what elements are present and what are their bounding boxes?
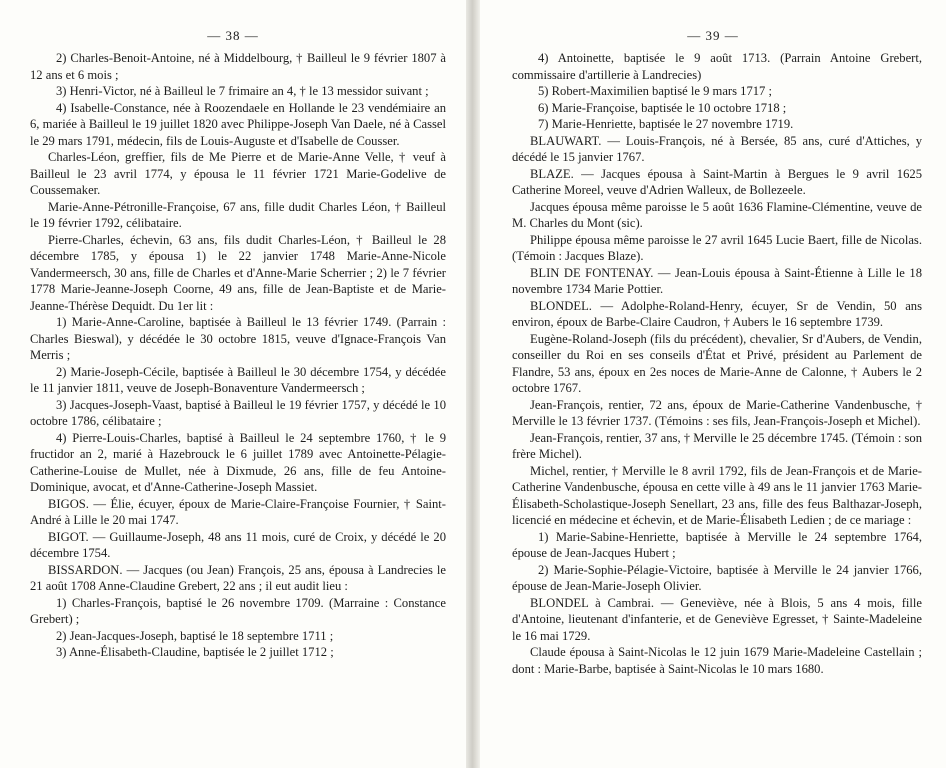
paragraph: 4) Isabelle-Constance, née à Roozendaele en Hollande le 23 vendémiaire an 6, mariée à Bailleul le 19 juillet 1820 avec Philippe-Joseph Van Daele, né à Cassel le 29 mars 1791, médecin, fils de Louis-Auguste et d'Isabelle de Cousser. — [30, 100, 446, 148]
paragraph: 2) Jean-Jacques-Joseph, baptisé le 18 septembre 1711 ; — [56, 628, 334, 643]
book-gutter — [466, 0, 480, 768]
paragraph: Eugène-Roland-Joseph (fils du précédent), chevalier, Sr d'Aubers, de Vendin, conseiller du Roi en ses conseils d'État et Privé, président au Parlement de Flandre, 53 ans, époux en 2es noces de Marie-Anne de Calonne, † Aubers le 2 octobre 1767. — [512, 331, 922, 395]
paragraph: 2) Marie-Joseph-Cécile, baptisée à Bailleul le 30 décembre 1754, y décédée le 11 janvier 1811, veuve de Joseph-Bonaventure Vandermeersch ; — [30, 364, 446, 395]
paragraph: 1) Marie-Anne-Caroline, baptisée à Bailleul le 13 février 1749. (Parrain : Charles Bieswal), y décédée le 30 octobre 1815, veuve d'Ignace-François Van Merris ; — [30, 315, 446, 362]
paragraph: Claude épousa à Saint-Nicolas le 12 juin 1679 Marie-Madeleine Castellain ; dont : Marie-Barbe, baptisée à Saint-Nicolas le 10 mars 1680. — [512, 645, 922, 676]
paragraph: BLAZE. — Jacques épousa à Saint-Martin à Bergues le 9 avril 1625 Catherine Moreel, veuve d'Adrien Walleux, de Bollezeele. — [512, 166, 922, 197]
paragraph: BLAUWART. — Louis-François, né à Bersée, 85 ans, curé d'Attiches, y décédé le 15 janvier 1767. — [512, 133, 922, 164]
paragraph: BLONDEL. — Adolphe-Roland-Henry, écuyer, Sr de Vendin, 50 ans environ, époux de Barbe-Claire Caudron, † Aubers le 16 septembre 1739. — [512, 298, 922, 329]
paragraph: 6) Marie-Françoise, baptisée le 10 octobre 1718 ; — [538, 100, 787, 115]
paragraph: BIGOS. — Élie, écuyer, époux de Marie-Claire-Françoise Fournier, † Saint-André à Lille le 20 mai 1747. — [30, 496, 446, 527]
paragraph: 3) Jacques-Joseph-Vaast, baptisé à Bailleul le 19 février 1757, y décédé le 10 octobre 1786, célibataire ; — [30, 397, 446, 428]
paragraph: Pierre-Charles, échevin, 63 ans, fils dudit Charles-Léon, † Bailleul le 28 décembre 1785, y épousa 1) le 22 janvier 1748 Marie-Anne-Nicole Vandermeersch, 30 ans, fille de Charles et d'Anne-Marie Scherrier ; 2) le 7 février 1778 Marie-Jeanne-Joseph Coorne, 49 ans, fille de Jean-Baptiste et de Marie-Jeanne-Thérèse Dequidt. Du 1er lit : — [30, 232, 446, 313]
paragraph: Jean-François, rentier, 37 ans, † Merville le 25 décembre 1745. (Témoin : son frère Michel). — [512, 430, 922, 461]
page-number: — 38 — — [207, 28, 259, 43]
paragraph: 7) Marie-Henriette, baptisée le 27 novembre 1719. — [538, 117, 794, 131]
paragraph: Charles-Léon, greffier, fils de Me Pierre et de Marie-Anne Velle, † veuf à Bailleul le 23 avril 1774, y épousa le 11 février 1721 Marie-Godelive de Coussemaker. — [30, 150, 446, 197]
paragraph: 1) Charles-François, baptisé le 26 novembre 1709. (Marraine : Constance Grebert) ; — [30, 595, 446, 626]
paragraph: Jacques épousa même paroisse le 5 août 1636 Flamine-Clémentine, veuve de M. Charles du Mont (sic). — [512, 199, 922, 230]
left-page — [0, 0, 466, 768]
paragraph: Michel, rentier, † Merville le 8 avril 1792, fils de Jean-François et de Marie-Catherine Vandenbusche, épousa en cette ville à 49 ans le 11 janvier 1763 Marie-Élisabeth-Scholastique-Joseph Senellart, 23 ans, fille des feus Balthazar-Joseph, licencié en médecine et échevin, et de Marie-Élisabeth Ledien ; de ce mariage : — [512, 463, 922, 527]
page-text — [0, 50, 466, 661]
right-page — [480, 0, 946, 768]
paragraph: 1) Marie-Sabine-Henriette, baptisée à Merville le 24 septembre 1764, épouse de Jean-Jacques Hubert ; — [512, 529, 922, 560]
paragraph: 4) Pierre-Louis-Charles, baptisé à Bailleul le 24 septembre 1760, † le 9 fructidor an 2, marié à Hazebrouck le 6 juillet 1789 avec Antoinette-Pélagie-Catherine-Louise de Mullet, née à Dixmude, 26 ans, fille de feu Antoine-Dominique, avocat, et d'Anne-Catherine-Joseph Massiet. — [30, 430, 446, 494]
paragraph: 3) Henri-Victor, né à Bailleul le 7 frimaire an 4, † le 13 messidor suivant ; — [56, 84, 429, 98]
paragraph: 3) Anne-Élisabeth-Claudine, baptisée le 2 juillet 1712 ; — [56, 645, 334, 659]
paragraph: Marie-Anne-Pétronille-Françoise, 67 ans, fille dudit Charles Léon, † Bailleul le 19 février 1792, célibataire. — [30, 199, 446, 230]
paragraph: 2) Marie-Sophie-Pélagie-Victoire, baptisée à Merville le 24 janvier 1766, épouse de Jean-Marie-Joseph Olivier. — [512, 562, 922, 593]
paragraph: BLONDEL à Cambrai. — Geneviève, née à Blois, 5 ans 4 mois, fille d'Antoine, lieutenant d'infanterie, et de Geneviève Egresset, † Sainte-Madeleine le 16 mai 1729. — [512, 595, 922, 643]
paragraph: 4) Antoinette, baptisée le 9 août 1713. (Parrain Antoine Grebert, commissaire d'artillerie à Landrecies) — [512, 51, 922, 82]
page-number: — 39 — — [687, 28, 739, 43]
paragraph: BISSARDON. — Jacques (ou Jean) François, 25 ans, épousa à Landrecies le 21 août 1708 Anne-Claudine Grebert, 22 ans ; il eut audit lieu : — [30, 562, 446, 593]
paragraph: Philippe épousa même paroisse le 27 avril 1645 Lucie Baert, fille de Nicolas. (Témoin : Jacques Blaze). — [512, 232, 922, 263]
paragraph: 5) Robert-Maximilien baptisé le 9 mars 1717 ; — [538, 84, 772, 98]
paragraph: 2) Charles-Benoit-Antoine, né à Middelbourg, † Bailleul le 9 février 1807 à 12 ans et 6 mois ; — [30, 51, 446, 82]
paragraph: BLIN DE FONTENAY. — Jean-Louis épousa à Saint-Étienne à Lille le 18 novembre 1734 Marie Pottier. — [512, 265, 922, 296]
paragraph: BIGOT. — Guillaume-Joseph, 48 ans 11 mois, curé de Croix, y décédé le 20 décembre 1754. — [30, 529, 446, 560]
page-text — [480, 50, 946, 677]
paragraph: Jean-François, rentier, 72 ans, époux de Marie-Catherine Vandenbusche, † Merville le 13 février 1737. (Témoins : ses fils, Jean-François-Joseph et Michel). — [512, 397, 922, 428]
